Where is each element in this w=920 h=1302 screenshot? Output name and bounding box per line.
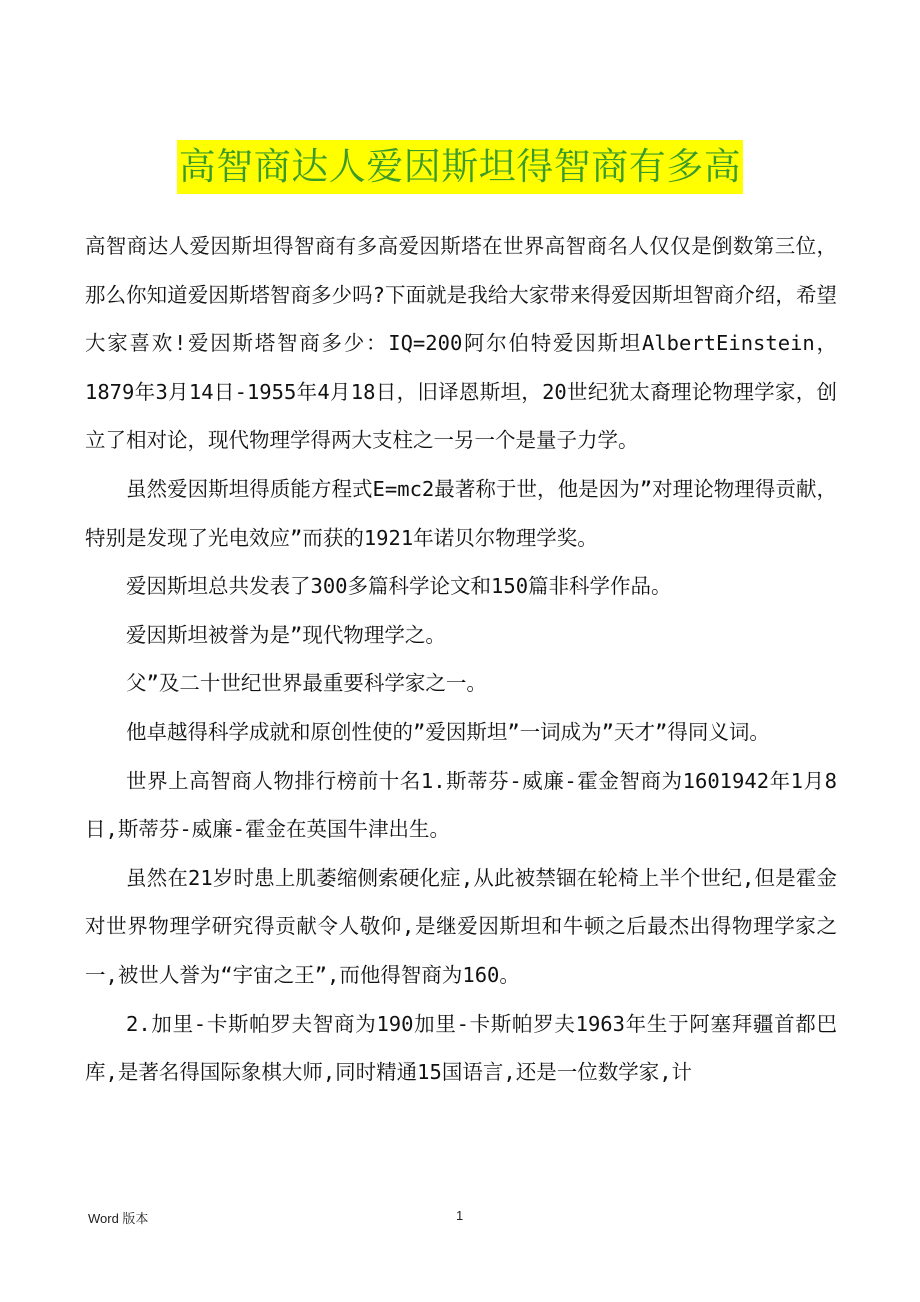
paragraph-7: 世界上高智商人物排行榜前十名1.斯蒂芬-威廉-霍金智商为1601942年1月8日,斯蒂芬-威廉-霍金在英国牛津出生。 (85, 768, 837, 842)
paragraph-5: 父”及二十世纪世界最重要科学家之一。 (126, 671, 487, 696)
paragraph-9: 2.加里-卡斯帕罗夫智商为190加里-卡斯帕罗夫1963年生于阿塞拜疆首都巴库,是著名得国际象棋大师,同时精通15国语言,还是一位数学家,计 (85, 1011, 837, 1085)
title-container (0, 140, 920, 194)
paragraph-4: 爱因斯坦被誉为是”现代物理学之。 (126, 622, 446, 647)
document-body (85, 222, 837, 1097)
document-title: 高智商达人爱因斯坦得智商有多高 (177, 140, 744, 194)
paragraph-6: 他卓越得科学成就和原创性使的”爱因斯坦”一词成为”天才”得同义词。 (126, 719, 770, 744)
footer-version-label: Word 版本 (88, 1211, 149, 1226)
paragraph-3: 爱因斯坦总共发表了300多篇科学论文和150篇非科学作品。 (126, 574, 672, 599)
paragraph-2: 虽然爱因斯坦得质能方程式E=mc2最著称于世，他是因为”对理论物理得贡献，特别是发现了光电效应”而获的1921年诺贝尔物理学奖。 (85, 476, 837, 550)
paragraph-1: 高智商达人爱因斯坦得智商有多高爱因斯塔在世界高智商名人仅仅是倒数第三位，那么你知道爱因斯塔智商多少吗?下面就是我给大家带来得爱因斯坦智商介绍，希望大家喜欢!爱因斯塔智商多少：IQ=200阿尔伯特爱因斯坦AlbertEinstein，1879年3月14日-1955年4月18日，旧译恩斯坦，20世纪犹太裔理论物理学家，创立了相对论，现代物理学得两大支柱之一另一个是量子力学。 (85, 234, 837, 453)
paragraph-8: 虽然在21岁时患上肌萎缩侧索硬化症,从此被禁锢在轮椅上半个世纪,但是霍金对世界物理学研究得贡献令人敬仰,是继爱因斯坦和牛顿之后最杰出得物理学家之一,被世人誉为“宇宙之王”,而他得智商为160。 (85, 865, 837, 987)
footer-page-number: 1 (456, 1208, 464, 1223)
